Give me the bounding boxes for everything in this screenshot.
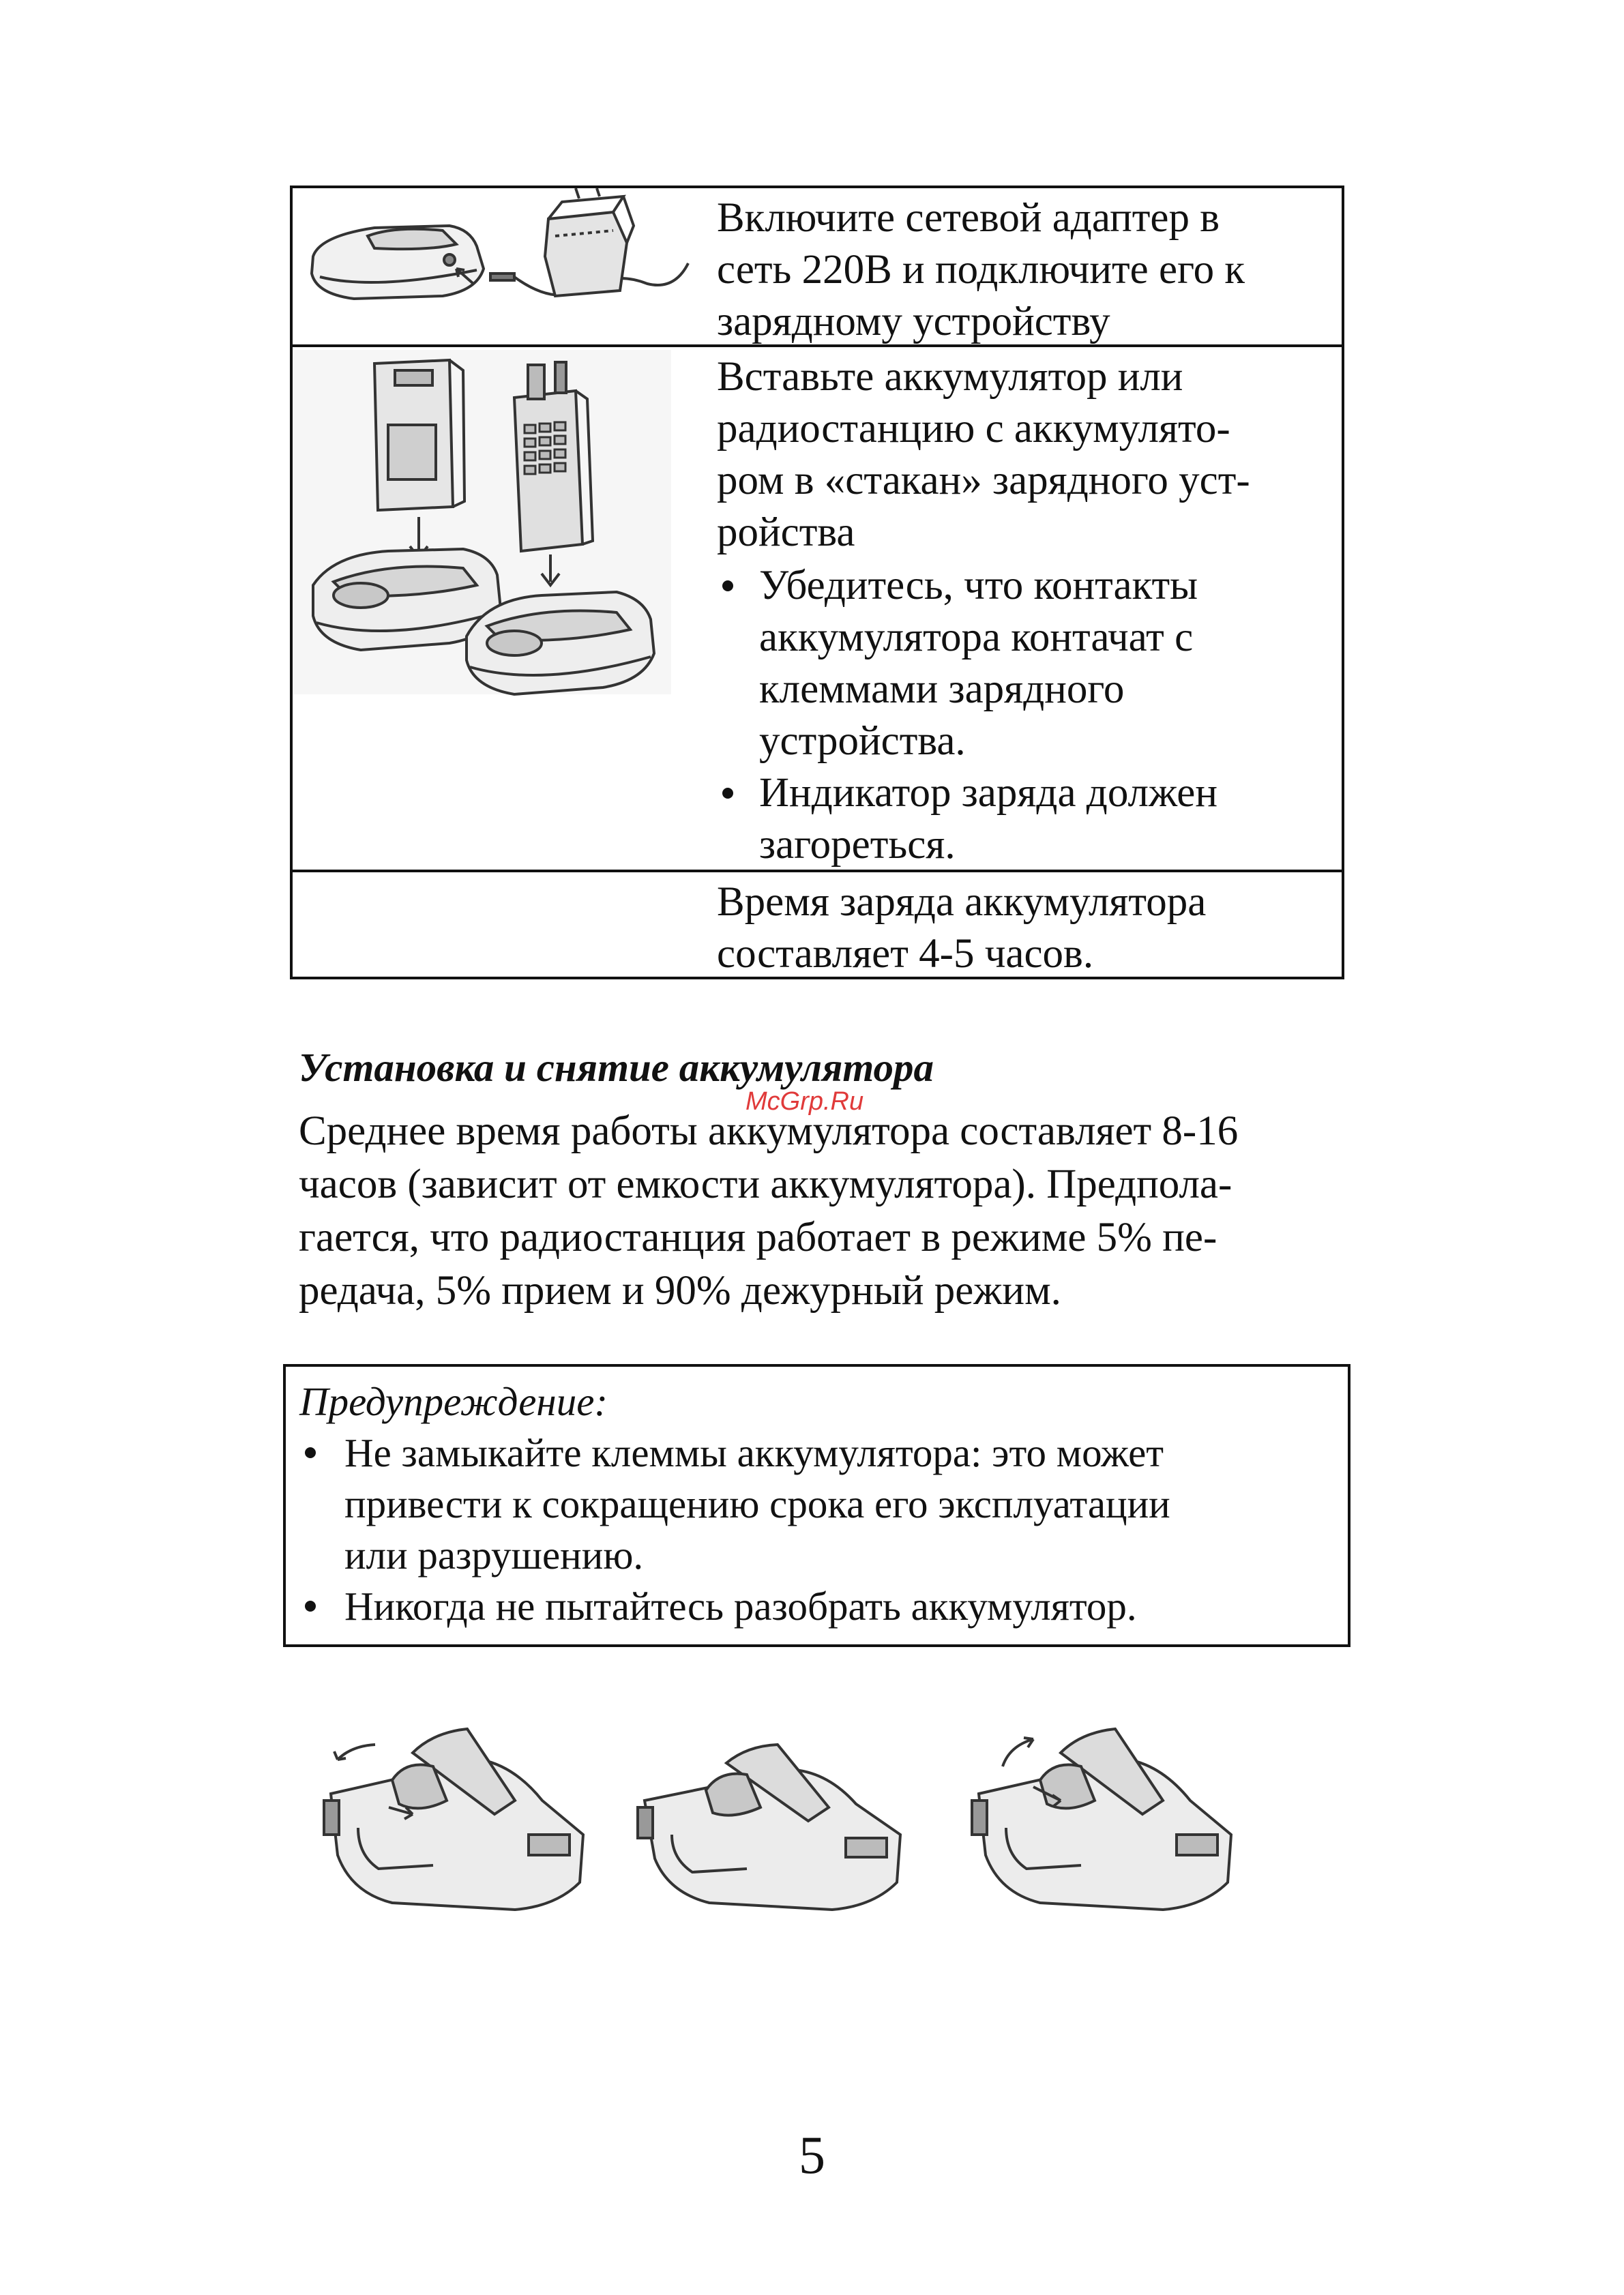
bullet-line: аккумулятора контачат с	[759, 615, 1194, 660]
bullet-line: клеммами зарядного	[759, 666, 1125, 712]
battery-removal-step-1-illustration	[310, 1719, 597, 1916]
battery-removal-step-2-illustration	[631, 1732, 917, 1916]
warning-item	[299, 1427, 1348, 1581]
step-1-text	[717, 188, 1342, 344]
step-3-line: Время заряда аккумулятора	[717, 879, 1207, 925]
section-heading: Установка и снятие аккумулятора	[299, 1045, 934, 1090]
warning-line: Никогда не пытайтесь разобрать аккумулятор.	[344, 1584, 1137, 1629]
bullet-line: Убедитесь, что контакты	[759, 563, 1198, 608]
step-1-line: зарядному устройству	[717, 299, 1110, 344]
warning-box	[283, 1364, 1350, 1647]
step-row-charge-time	[293, 872, 1342, 977]
step-1-line: Включите сетевой адаптер в	[717, 195, 1220, 241]
step-2-line: ройства	[717, 509, 855, 555]
paragraph-line: часов (зависит от емкости аккумулятора). Предпола-	[299, 1161, 1232, 1207]
warning-item	[299, 1581, 1348, 1632]
empty-cell	[293, 872, 717, 977]
paragraph-line: редача, 5% прием и 90% дежурный режим.	[299, 1268, 1061, 1314]
charging-steps-table	[290, 186, 1344, 979]
step-2-text	[717, 347, 1342, 870]
bullet-line: устройства.	[759, 718, 966, 764]
watermark: McGrp.Ru	[745, 1087, 864, 1116]
warning-line: привести к сокращению срока его эксплуатации	[344, 1481, 1170, 1526]
paragraph-line: гается, что радиостанция работает в режиме 5% пе-	[299, 1215, 1217, 1260]
paragraph-line: Среднее время работы аккумулятора составляет 8-16	[299, 1108, 1239, 1154]
bullet-line: загореться.	[759, 822, 956, 868]
step-row-connect-adapter	[293, 188, 1342, 347]
step-3-line: составляет 4-5 часов.	[717, 931, 1094, 977]
bullet-item	[717, 560, 1342, 767]
step-2-line: Вставьте аккумулятор или	[717, 354, 1183, 400]
bullet-item	[717, 767, 1342, 871]
warning-line: или разрушению.	[344, 1533, 644, 1578]
step-2-line: радиостанцию с аккумулято-	[717, 406, 1230, 451]
battery-in-charger-illustration	[293, 347, 717, 870]
section-paragraph	[299, 1105, 1349, 1318]
warning-title: Предупреждение:	[299, 1379, 608, 1424]
bullet-line: Индикатор заряда должен	[759, 770, 1218, 816]
warning-line: Не замыкайте клеммы аккумулятора: это может	[344, 1430, 1164, 1475]
step-1-line: сеть 220В и подключите его к	[717, 247, 1245, 293]
step-3-text	[717, 872, 1342, 977]
step-2-bullet-list	[717, 560, 1342, 871]
warning-list	[299, 1427, 1348, 1632]
charger-adapter-illustration	[293, 188, 717, 344]
step-row-insert-battery	[293, 347, 1342, 872]
battery-removal-step-3-illustration	[958, 1719, 1245, 1916]
page-number: 5	[799, 2125, 825, 2185]
step-2-line: ром в «стакан» зарядного уст-	[717, 458, 1250, 503]
